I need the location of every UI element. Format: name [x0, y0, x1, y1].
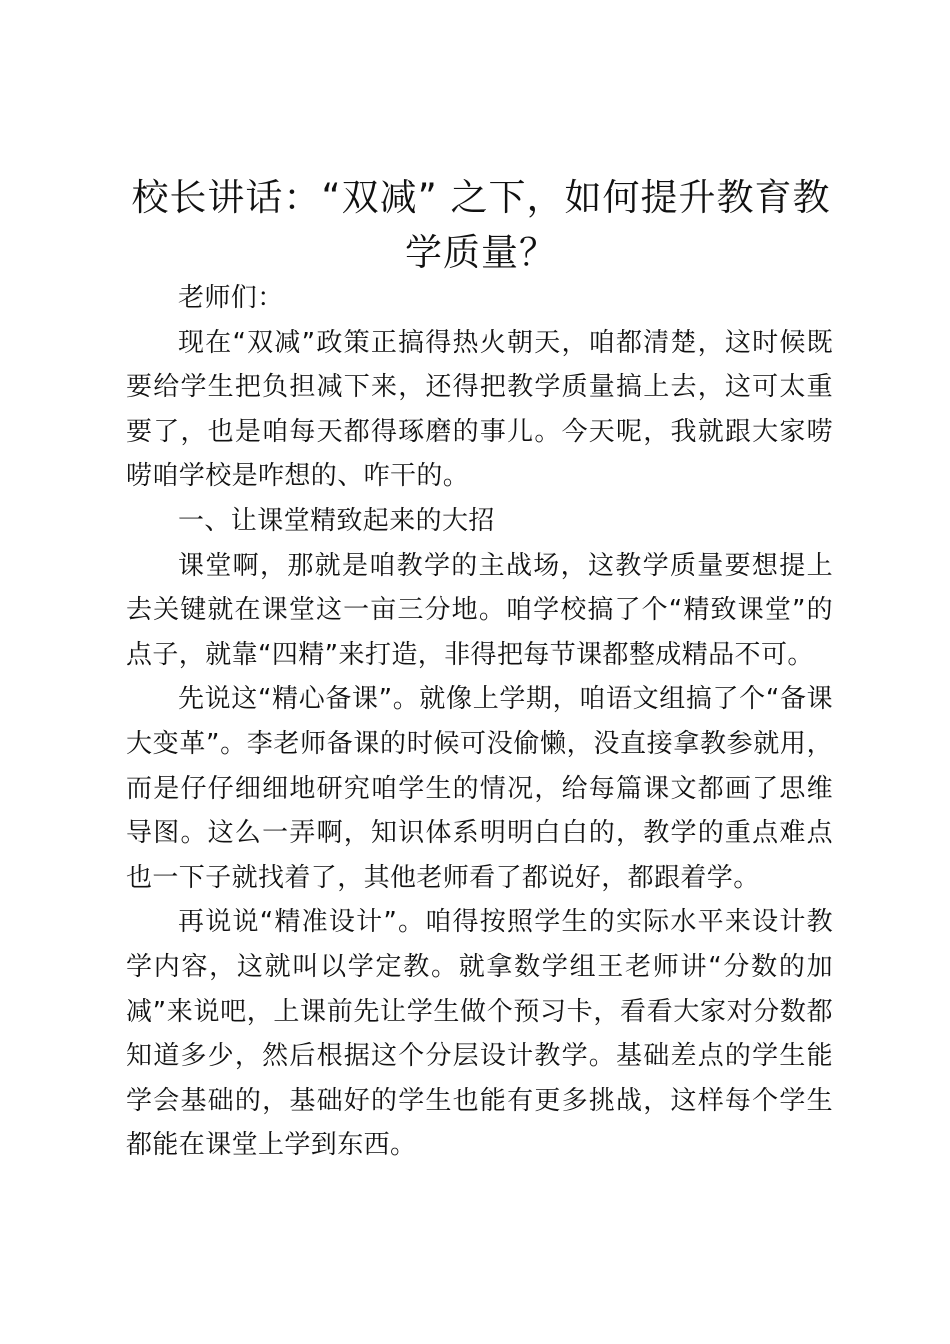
document-title: 校长讲话：“双减” 之下，如何提升教育教学质量？ — [131, 176, 831, 274]
paragraph-intro: 现在“双减”政策正搞得热火朝天，咱都清楚，这时候既要给学生把负担减下来，还得把教学质量搞上去，这可太重要了，也是咱每天都得琢磨的事儿。今天呢，我就跟大家唠唠咱学校是咋想的、咋干的。 — [126, 327, 833, 492]
section-heading: 一、让课堂精致起来的大招 — [178, 505, 495, 536]
paragraph-lesson-prep: 先说这“精心备课”。就像上学期，咱语文组搞了个“备课大变革”。李老师备课的时候可没偷懒，没直接拿教参就用，而是仔仔细细地研究咱学生的情况，给每篇课文都画了思维导图。这么一弄啊，知识体系明明白白的，教学的重点难点也一下子就找着了，其他老师看了都说好，都跟着学。 — [126, 684, 833, 893]
document-body — [126, 276, 833, 1168]
greeting: 老师们： — [178, 283, 284, 313]
paragraph-precise-design: 再说说“精准设计”。咱得按照学生的实际水平来设计教学内容，这就叫以学定教。就拿数学组王老师讲“分数的加减”来说吧，上课前先让学生做个预习卡，看看大家对分数都知道多少，然后根据这个分层设计教学。基础差点的学生能学会基础的，基础好的学生也能有更多挑战，这样每个学生都能在课堂上学到东西。 — [126, 907, 833, 1161]
paragraph-classroom: 课堂啊，那就是咱教学的主战场，这教学质量要想提上去关键就在课堂这一亩三分地。咱学校搞了个“精致课堂”的点子，就靠“四精”来打造，非得把每节课都整成精品不可。 — [126, 550, 833, 670]
